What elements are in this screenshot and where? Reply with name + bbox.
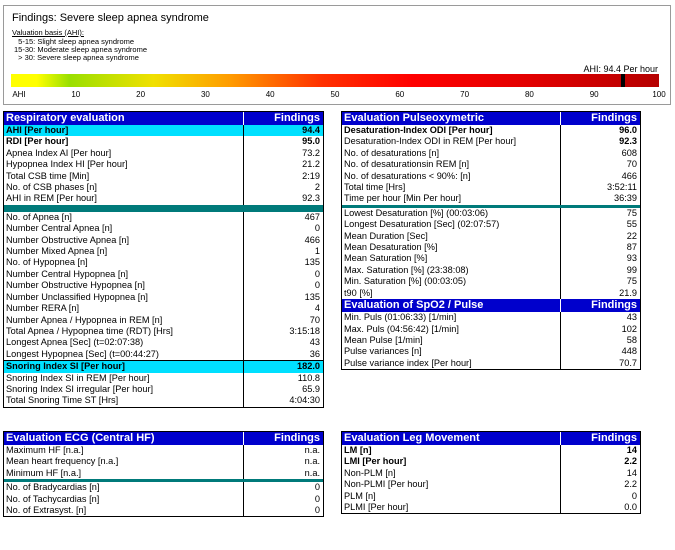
table-row [4, 235, 323, 246]
row-value: 182.0 [243, 361, 323, 373]
row-value: 608 [560, 148, 640, 159]
table-row [342, 148, 640, 159]
row-label: Min. Puls (01:06:33) [1/min] [344, 312, 457, 323]
row-value: 0 [243, 280, 323, 291]
row-value: 75 [560, 276, 640, 287]
table-header [4, 432, 323, 445]
row-value: 448 [560, 346, 640, 357]
row-value: 466 [243, 235, 323, 246]
table-row [342, 324, 640, 335]
table-row [4, 303, 323, 314]
row-value: 58 [560, 335, 640, 346]
ahi-tick-label: 80 [524, 90, 534, 99]
table-row [4, 269, 323, 280]
table-row [342, 479, 640, 490]
ahi-value-label: AHI: 94.4 Per hour [583, 64, 658, 74]
table-row [4, 223, 323, 234]
row-value: 95.0 [243, 136, 323, 147]
row-value: 99 [560, 265, 640, 276]
row-value: n.a. [243, 456, 323, 467]
table-row [4, 373, 323, 384]
table-row [342, 125, 640, 136]
panel-title: Evaluation of SpO2 / Pulse [342, 299, 560, 312]
row-value: 65.9 [243, 384, 323, 395]
findings-title: Findings: Severe sleep apnea syndrome [12, 12, 209, 24]
valuation-basis-line: 5-15: Slight sleep apnea syndrome [14, 37, 135, 46]
row-value: 0 [243, 494, 323, 505]
row-label: Desaturation-Index ODI [Per hour] [344, 125, 493, 135]
row-label: Max. Puls (04:56:42) [1/min] [344, 323, 459, 334]
row-value: 93 [560, 253, 640, 264]
panel-title: Respiratory evaluation [4, 112, 243, 125]
row-value: 2 [243, 182, 323, 193]
table-row [4, 482, 323, 493]
row-label: PLMI [Per hour] [344, 502, 409, 513]
row-value: 22 [560, 231, 640, 242]
table-row [342, 288, 640, 299]
row-value: 0 [243, 505, 323, 516]
table-row [342, 242, 640, 253]
row-value: 75 [560, 208, 640, 219]
respiratory-table [4, 112, 323, 407]
row-label: Longest Desaturation [Sec] (02:07:57) [344, 219, 500, 230]
ahi-tick-label: 20 [136, 90, 146, 99]
row-value: 466 [560, 171, 640, 182]
row-label: Number Mixed Apnea [n] [6, 246, 108, 257]
row-value: 92.3 [560, 136, 640, 147]
row-label: No. of desaturations < 90%: [n] [344, 170, 471, 181]
table-row [342, 312, 640, 323]
ahi-tick-label: AHI [12, 90, 26, 99]
row-label: AHI in REM [Per hour] [6, 193, 97, 204]
table-header [342, 112, 640, 125]
row-value: 2.2 [560, 456, 640, 467]
table-row [342, 358, 640, 369]
row-value: 135 [243, 257, 323, 268]
row-label: No. of Apnea [n] [6, 211, 72, 222]
row-label: Lowest Desaturation [%] (00:03:06) [344, 207, 489, 218]
table-row [342, 253, 640, 264]
section-divider [4, 205, 323, 212]
ecg-panel [3, 431, 324, 517]
row-label: No. of desaturations [n] [344, 147, 439, 158]
column-header: Findings [243, 112, 323, 125]
table-row [4, 212, 323, 223]
table-row [4, 468, 323, 479]
row-value: 21.2 [243, 159, 323, 170]
table-row [342, 468, 640, 479]
ahi-tick-label: 100 [652, 90, 666, 99]
row-value: 0 [560, 491, 640, 502]
row-value: 3:52:11 [560, 182, 640, 193]
row-label: No. of CSB phases [n] [6, 182, 97, 193]
ahi-tick-label: 60 [395, 90, 405, 99]
table-row [342, 335, 640, 346]
table-row [342, 346, 640, 357]
row-label: Number RERA [n] [6, 303, 80, 314]
table-row [4, 456, 323, 467]
row-value: 14 [560, 468, 640, 479]
ahi-tick-label: 70 [460, 90, 470, 99]
row-label: Mean Saturation [%] [344, 253, 428, 264]
row-label: RDI [Per hour] [6, 136, 69, 147]
panel-title: Evaluation Leg Movement [342, 432, 560, 445]
valuation-basis-line: > 30: Severe sleep apnea syndrome [14, 53, 139, 62]
table-row [4, 136, 323, 147]
row-label: Mean heart frequency [n.a.] [6, 456, 119, 467]
table-row [4, 315, 323, 326]
leg-table [342, 432, 640, 513]
row-label: Total Snoring Time ST [Hrs] [6, 395, 119, 406]
row-label: Apnea Index AI [Per hour] [6, 147, 112, 158]
table-row [4, 193, 323, 204]
respiratory-panel [3, 111, 324, 408]
row-label: Snoring Index SI irregular [Per hour] [6, 383, 154, 394]
table-row [4, 361, 323, 373]
valuation-basis-line: 15-30: Moderate sleep apnea syndrome [14, 45, 148, 54]
row-label: No. of Extrasyst. [n] [6, 505, 87, 516]
table-row [4, 384, 323, 395]
ahi-tick-label: 40 [265, 90, 275, 99]
table-row [4, 171, 323, 182]
table-header [342, 299, 640, 312]
column-header: Findings [560, 299, 640, 312]
row-value: 0 [243, 223, 323, 234]
row-label: Mean Pulse [1/min] [344, 334, 423, 345]
row-value: 36 [243, 349, 323, 361]
table-row [4, 125, 323, 136]
ahi-tick-label: 90 [589, 90, 599, 99]
row-value: 0.0 [560, 502, 640, 513]
valuation-basis-title: Valuation basis (AHI): [12, 28, 84, 37]
row-value: 92.3 [243, 193, 323, 204]
table-header [342, 432, 640, 445]
pulseox-panel [341, 111, 641, 370]
row-value: 70 [560, 159, 640, 170]
row-value: 14 [560, 445, 640, 456]
column-header: Findings [560, 112, 640, 125]
row-value: 0 [243, 269, 323, 280]
row-label: Longest Apnea [Sec] (t=02:07:38) [6, 337, 144, 348]
row-label: No. of Tachycardias [n] [6, 493, 100, 504]
table-row [4, 182, 323, 193]
row-label: Number Apnea / Hypopnea in REM [n] [6, 314, 163, 325]
row-value: 96.0 [560, 125, 640, 136]
table-row [4, 337, 323, 348]
row-label: Pulse variances [n] [344, 346, 422, 357]
column-header: Findings [560, 432, 640, 445]
table-row [342, 171, 640, 182]
panel-title: Evaluation Pulseoxymetric [342, 112, 560, 125]
row-value: 4 [243, 303, 323, 314]
row-label: Snoring Index SI in REM [Per hour] [6, 372, 150, 383]
table-row [342, 159, 640, 170]
leg-panel [341, 431, 641, 514]
ahi-marker [621, 74, 625, 87]
row-label: Total CSB time [Min] [6, 170, 90, 181]
table-row [4, 445, 323, 456]
row-label: Total time [Hrs] [344, 182, 406, 193]
row-value: 43 [560, 312, 640, 323]
row-label: Number Central Apnea [n] [6, 223, 113, 234]
row-label: LM [n] [344, 445, 372, 455]
row-label: Non-PLM [n] [344, 467, 396, 478]
table-row [342, 219, 640, 230]
table-row [4, 395, 323, 406]
row-value: 2:19 [243, 171, 323, 182]
table-row [342, 445, 640, 456]
table-row [4, 292, 323, 303]
table-row [4, 349, 323, 361]
ahi-gradient-bar [11, 74, 659, 87]
table-row [4, 280, 323, 291]
row-label: Number Obstructive Hypopnea [n] [6, 280, 145, 291]
row-label: Number Obstructive Apnea [n] [6, 234, 130, 245]
row-label: Time per hour [Min Per hour] [344, 193, 462, 204]
table-row [342, 491, 640, 502]
row-label: Mean Desaturation [%] [344, 242, 438, 253]
column-header: Findings [243, 432, 323, 445]
row-label: Snoring Index SI [Per hour] [4, 361, 243, 373]
ahi-tick-label: 30 [200, 90, 210, 99]
table-row [342, 193, 640, 204]
table-row [342, 265, 640, 276]
row-label: Desaturation-Index ODI in REM [Per hour] [344, 136, 517, 147]
row-value: 94.4 [243, 125, 323, 136]
row-value: 0 [243, 482, 323, 493]
row-label: Total Apnea / Hypopnea time (RDT) [Hrs] [6, 325, 173, 336]
table-row [4, 257, 323, 268]
table-row [4, 505, 323, 516]
row-value: 4:04:30 [243, 395, 323, 406]
row-value: 467 [243, 212, 323, 223]
row-label: Longest Hypopnea [Sec] (t=00:44:27) [4, 349, 243, 361]
table-row [4, 326, 323, 337]
row-label: Minimum HF [n.a.] [6, 467, 82, 478]
row-label: Number Central Hypopnea [n] [6, 268, 129, 279]
row-label: Mean Duration [Sec] [344, 230, 428, 241]
row-value: 70.7 [560, 358, 640, 369]
row-value: 3:15:18 [243, 326, 323, 337]
row-value: 43 [243, 337, 323, 348]
panel-title: Evaluation ECG (Central HF) [4, 432, 243, 445]
pulseox-table [342, 112, 640, 369]
row-label: No. of Bradycardias [n] [6, 482, 100, 493]
table-row [342, 231, 640, 242]
row-value: 21.9 [560, 288, 640, 299]
table-row [342, 208, 640, 219]
row-value: 2.2 [560, 479, 640, 490]
row-label: Number Unclassified Hypopnea [n] [6, 291, 148, 302]
row-value: 73.2 [243, 148, 323, 159]
row-label: No. of Hypopnea [n] [6, 257, 88, 268]
row-label: Hypopnea Index HI [Per hour] [6, 159, 128, 170]
table-row [4, 494, 323, 505]
row-label: Maximum HF [n.a.] [6, 445, 84, 455]
table-row [4, 159, 323, 170]
row-label: No. of desaturationsin REM [n] [344, 159, 470, 170]
row-value: 55 [560, 219, 640, 230]
table-header [4, 112, 323, 125]
row-value: 110.8 [243, 373, 323, 384]
row-label: Pulse variance index [Per hour] [344, 357, 472, 368]
ahi-tick-label: 10 [71, 90, 81, 99]
table-row [4, 246, 323, 257]
row-value: n.a. [243, 468, 323, 479]
row-value: 70 [243, 315, 323, 326]
row-label: Max. Saturation [%] (23:38:08) [344, 264, 469, 275]
row-value: 102 [560, 324, 640, 335]
table-row [342, 276, 640, 287]
row-value: 1 [243, 246, 323, 257]
row-label: AHI [Per hour] [4, 125, 243, 136]
row-value: 87 [560, 242, 640, 253]
table-row [342, 182, 640, 193]
row-label: LMI [Per hour] [344, 456, 407, 467]
row-label: PLM [n] [344, 490, 376, 501]
row-value: 36:39 [560, 193, 640, 204]
row-value: n.a. [243, 445, 323, 456]
row-label: Non-PLMI [Per hour] [344, 479, 429, 490]
table-row [4, 148, 323, 159]
row-value: 135 [243, 292, 323, 303]
ahi-tick-label: 50 [330, 90, 340, 99]
ecg-table [4, 432, 323, 516]
row-label: t90 [%] [344, 287, 373, 298]
table-row [342, 502, 640, 513]
table-row [342, 136, 640, 147]
row-label: Min. Saturation [%] (00:03:05) [344, 276, 467, 287]
table-row [342, 456, 640, 467]
